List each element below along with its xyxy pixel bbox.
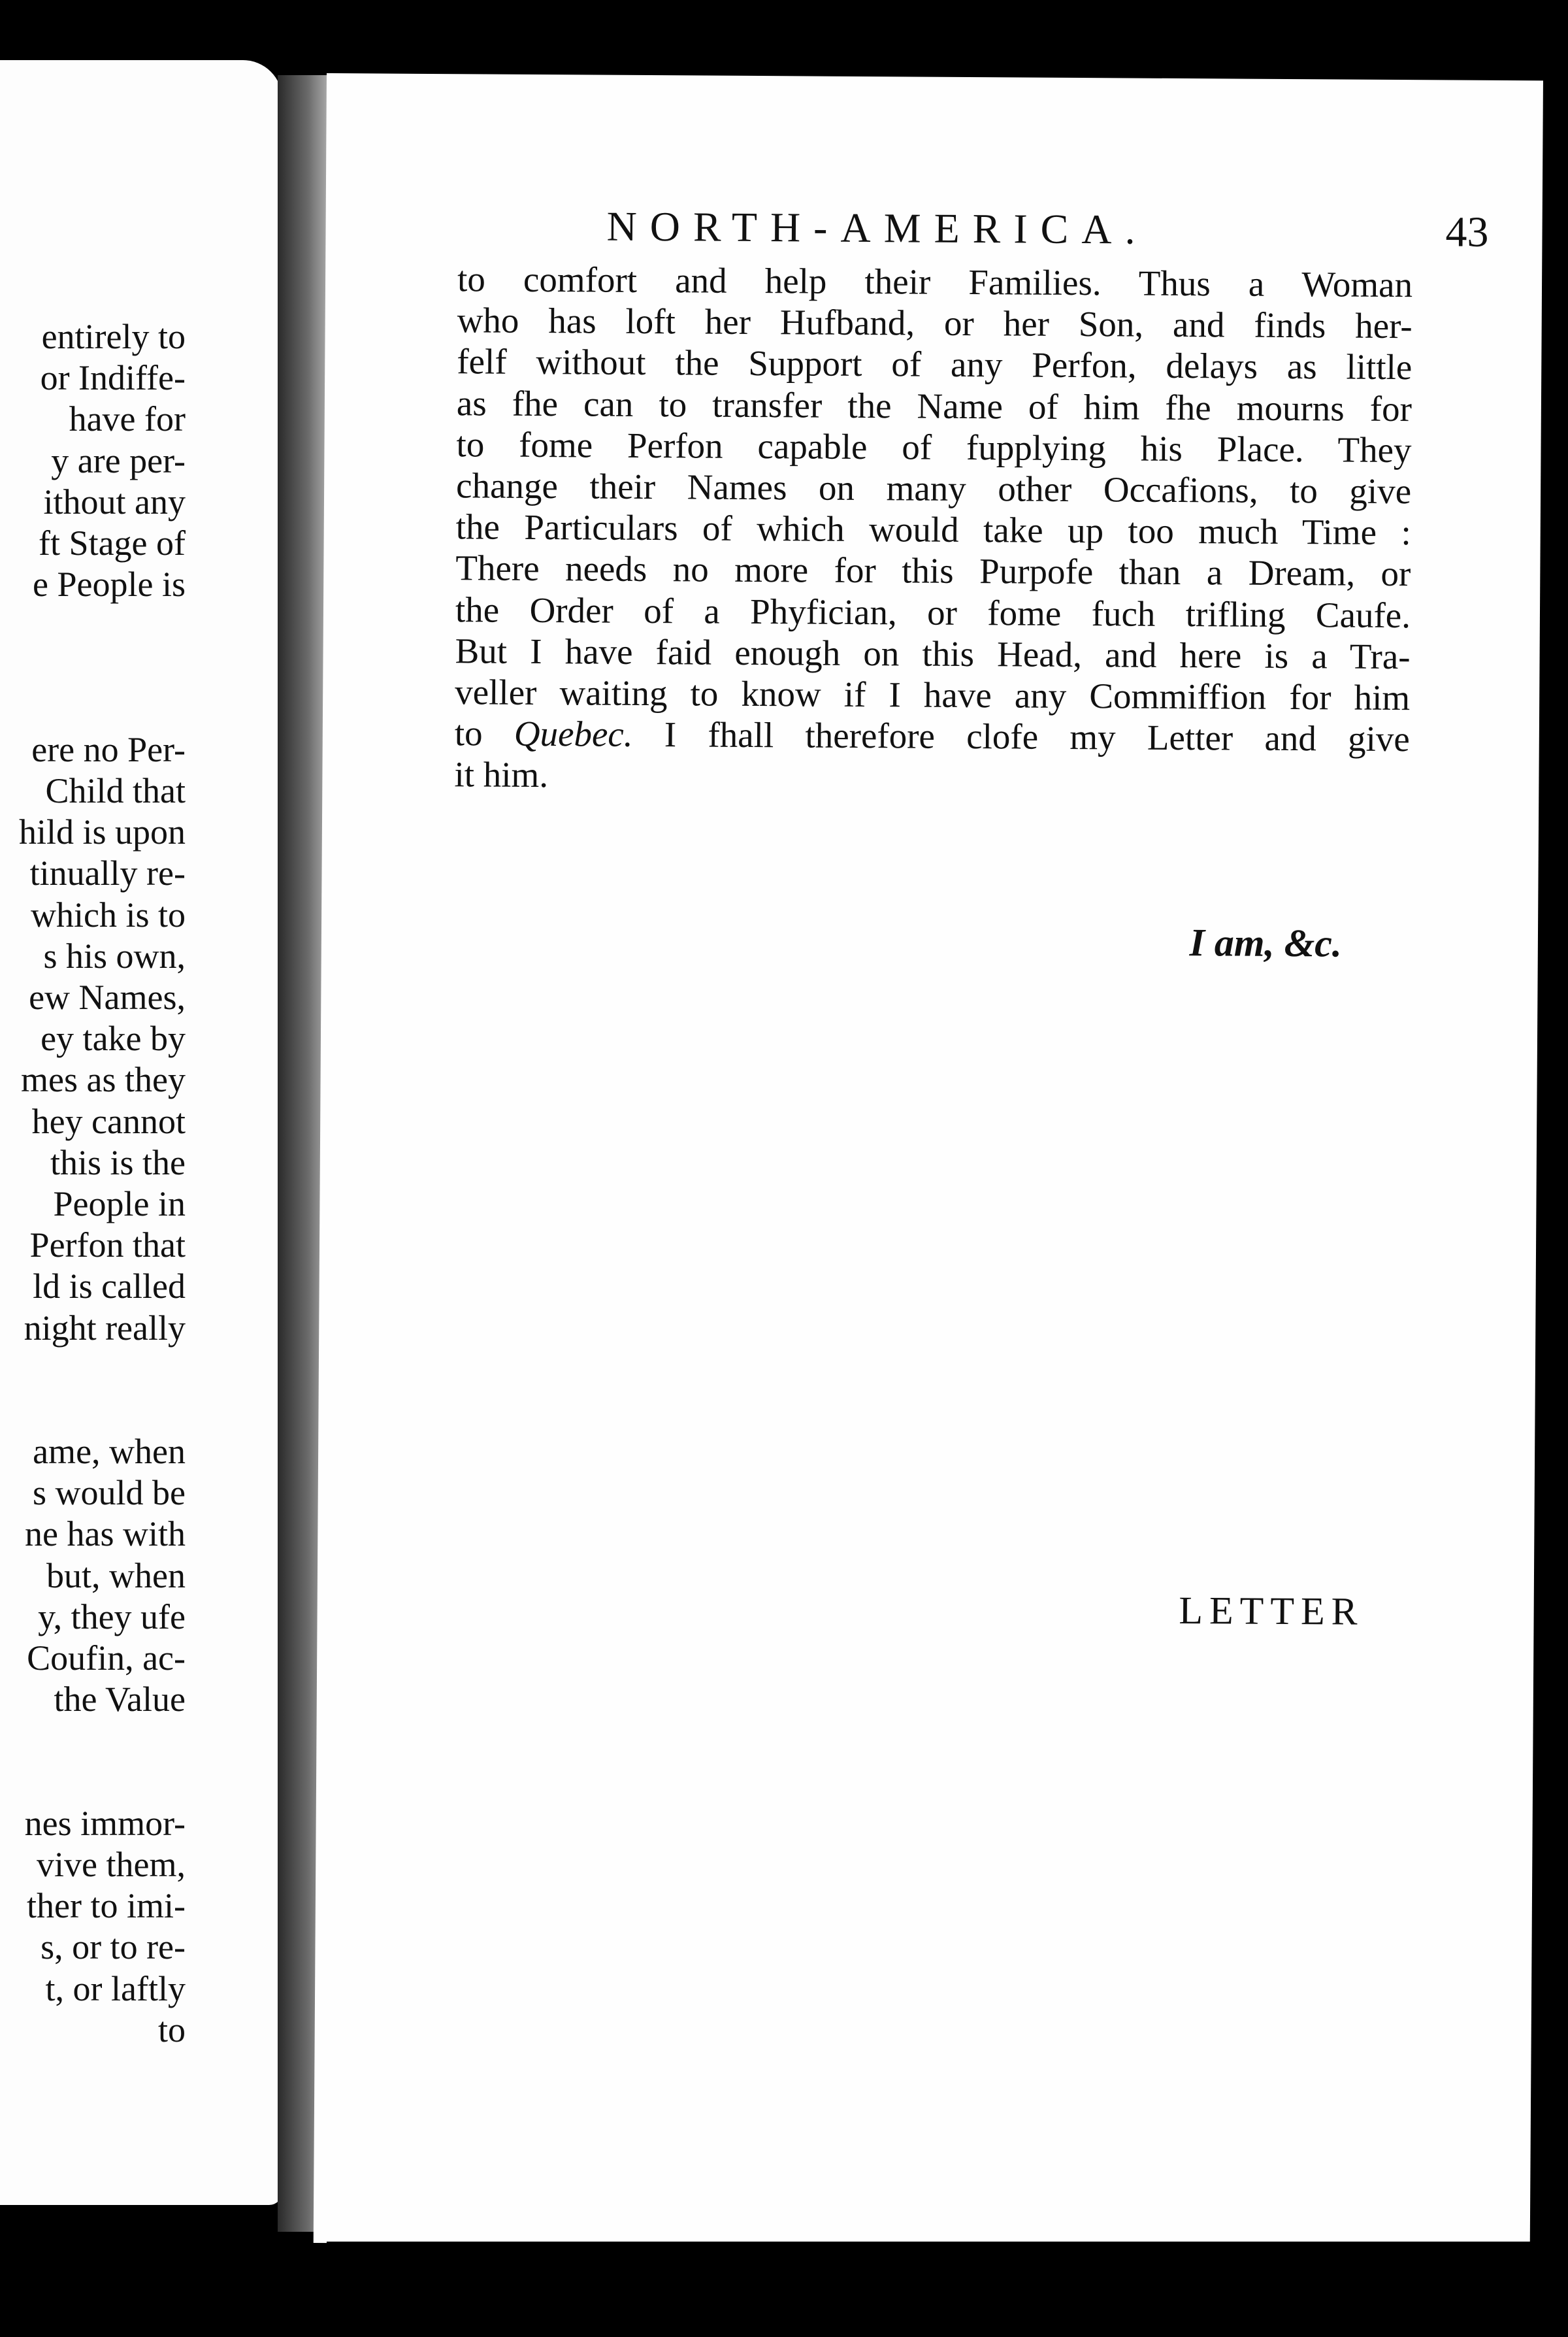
left-page-line: ithout any	[43, 482, 186, 522]
text-line: But I have faid enough on this Head, and here is a Tra-	[455, 630, 1411, 676]
left-page-line: have for	[69, 399, 186, 439]
left-page-line: which is to	[31, 895, 186, 935]
left-page-line: ey take by	[41, 1019, 186, 1059]
left-page-line	[0, 1720, 186, 1761]
text-line: it him.	[454, 754, 549, 795]
left-page-line	[0, 605, 186, 646]
text-line: to comfort and help their Families. Thus a Woman	[457, 259, 1413, 305]
running-title: NORTH-AMERICA.	[606, 203, 1149, 253]
catchword: LETTER	[1179, 1589, 1364, 1633]
left-page-line: ame, when	[33, 1432, 186, 1472]
left-page-line: Perfon that	[29, 1225, 186, 1265]
left-page-line	[0, 688, 186, 729]
text-line: as fhe can to transfer the Name of him fhe mourns for	[456, 382, 1413, 429]
text-line: change their Names on many other Occafions, to give	[455, 465, 1412, 512]
left-page-line: t, or laftly	[45, 1968, 186, 2008]
left-page	[0, 60, 282, 2205]
text-line-quebec	[455, 712, 1410, 759]
text-line: who has loft her Hufband, or her Son, and finds her-	[457, 300, 1413, 346]
text-line: There needs no more for this Purpofe than a Dream, or	[455, 548, 1411, 594]
left-page-line	[0, 1390, 186, 1431]
left-page-line: tinually re-	[29, 854, 186, 893]
body-text	[454, 258, 1413, 801]
left-page-line	[0, 647, 186, 688]
left-page-line: nes immor-	[24, 1803, 186, 1843]
left-page-line: or Indiffe-	[40, 358, 186, 398]
left-page-line: s, or to re-	[41, 1927, 186, 1967]
left-page-line: e People is	[33, 565, 186, 605]
left-page-line: s his own,	[43, 936, 186, 976]
left-page-line: y are per-	[51, 440, 186, 480]
left-page-line: Coufin, ac-	[27, 1638, 186, 1678]
left-page-line: to	[157, 2010, 186, 2049]
left-page-line: Child that	[45, 771, 186, 811]
left-page-line: People in	[53, 1184, 186, 1223]
page-bottom-edge	[327, 2242, 1568, 2337]
letter-closing: I am, &c.	[1189, 921, 1343, 965]
text-line: veller waiting to know if I have any Commiffion for him	[455, 672, 1411, 718]
place-name-quebec: Quebec.	[514, 713, 633, 754]
left-page-line: the Value	[54, 1680, 186, 1719]
text-line: felf without the Support of any Perfon, delays as little	[457, 341, 1413, 388]
left-page-line: hey cannot	[31, 1101, 186, 1141]
left-page-line: ere no Per-	[31, 729, 186, 769]
right-page	[314, 73, 1543, 2250]
left-page-line: ew Names,	[29, 978, 186, 1017]
left-page-line: night really	[24, 1308, 186, 1348]
left-page-line: s would be	[33, 1473, 186, 1513]
text-line: the Particulars of which would take up too much Time :	[455, 506, 1411, 553]
left-page-line: vive them,	[37, 1844, 186, 1884]
left-page-line: this is the	[50, 1142, 186, 1182]
left-page-line: but, when	[46, 1555, 186, 1595]
text-segment: I fhall therefore clofe my Letter and give	[632, 714, 1411, 759]
left-page-line: entirely to	[41, 317, 186, 356]
left-page-line: y, they ufe	[38, 1597, 186, 1636]
left-page-line: ld is called	[33, 1267, 186, 1306]
left-page-text	[0, 316, 186, 2051]
left-page-line: ne has with	[25, 1514, 186, 1554]
left-page-line	[0, 1349, 186, 1390]
left-page-line: mes as they	[21, 1060, 186, 1100]
left-page-line	[0, 1762, 186, 1803]
text-line: to fome Perfon capable of fupplying his Place. They	[456, 423, 1412, 470]
page-number: 43	[1445, 208, 1489, 256]
text-segment: to	[454, 713, 515, 754]
left-page-line: ther to imi-	[27, 1886, 186, 1926]
text-line: the Order of a Phyfician, or fome fuch trifling Caufe.	[455, 589, 1411, 635]
left-page-line: hild is upon	[18, 812, 186, 852]
left-page-line: ft Stage of	[39, 523, 186, 563]
